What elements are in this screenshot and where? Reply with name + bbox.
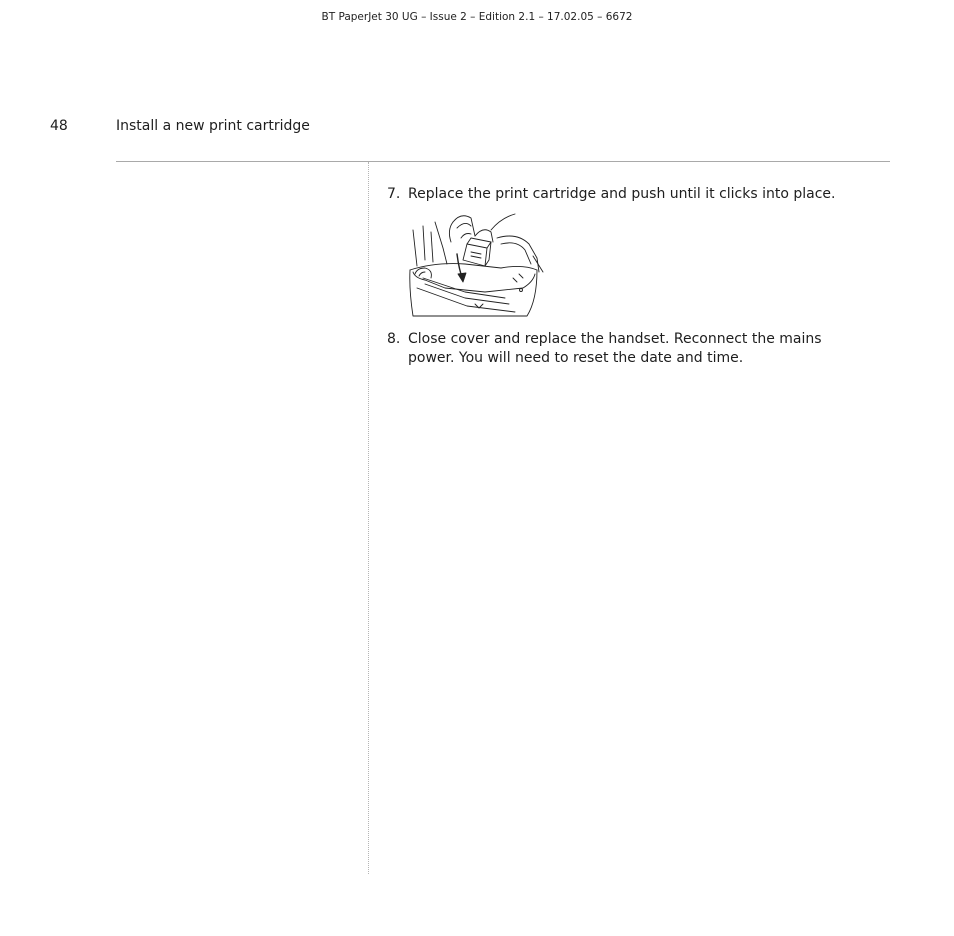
column-divider [368, 162, 369, 874]
step-text: Close cover and replace the handset. Reconnect the mains power. You will need to reset the date and time. [408, 331, 822, 366]
step-number: 7. [387, 186, 401, 202]
page-number: 48 [50, 118, 68, 134]
print-cartridge-insertion-illustration [405, 208, 545, 320]
running-head: BT PaperJet 30 UG – Issue 2 – Edition 2.1 – 17.02.05 – 6672 [321, 11, 633, 23]
step-item [387, 185, 867, 204]
step-item [387, 330, 867, 368]
step-number: 8. [387, 331, 401, 347]
step-text: Replace the print cartridge and push until it clicks into place. [408, 186, 836, 202]
section-title: Install a new print cartridge [116, 118, 310, 134]
header-divider [116, 161, 890, 162]
